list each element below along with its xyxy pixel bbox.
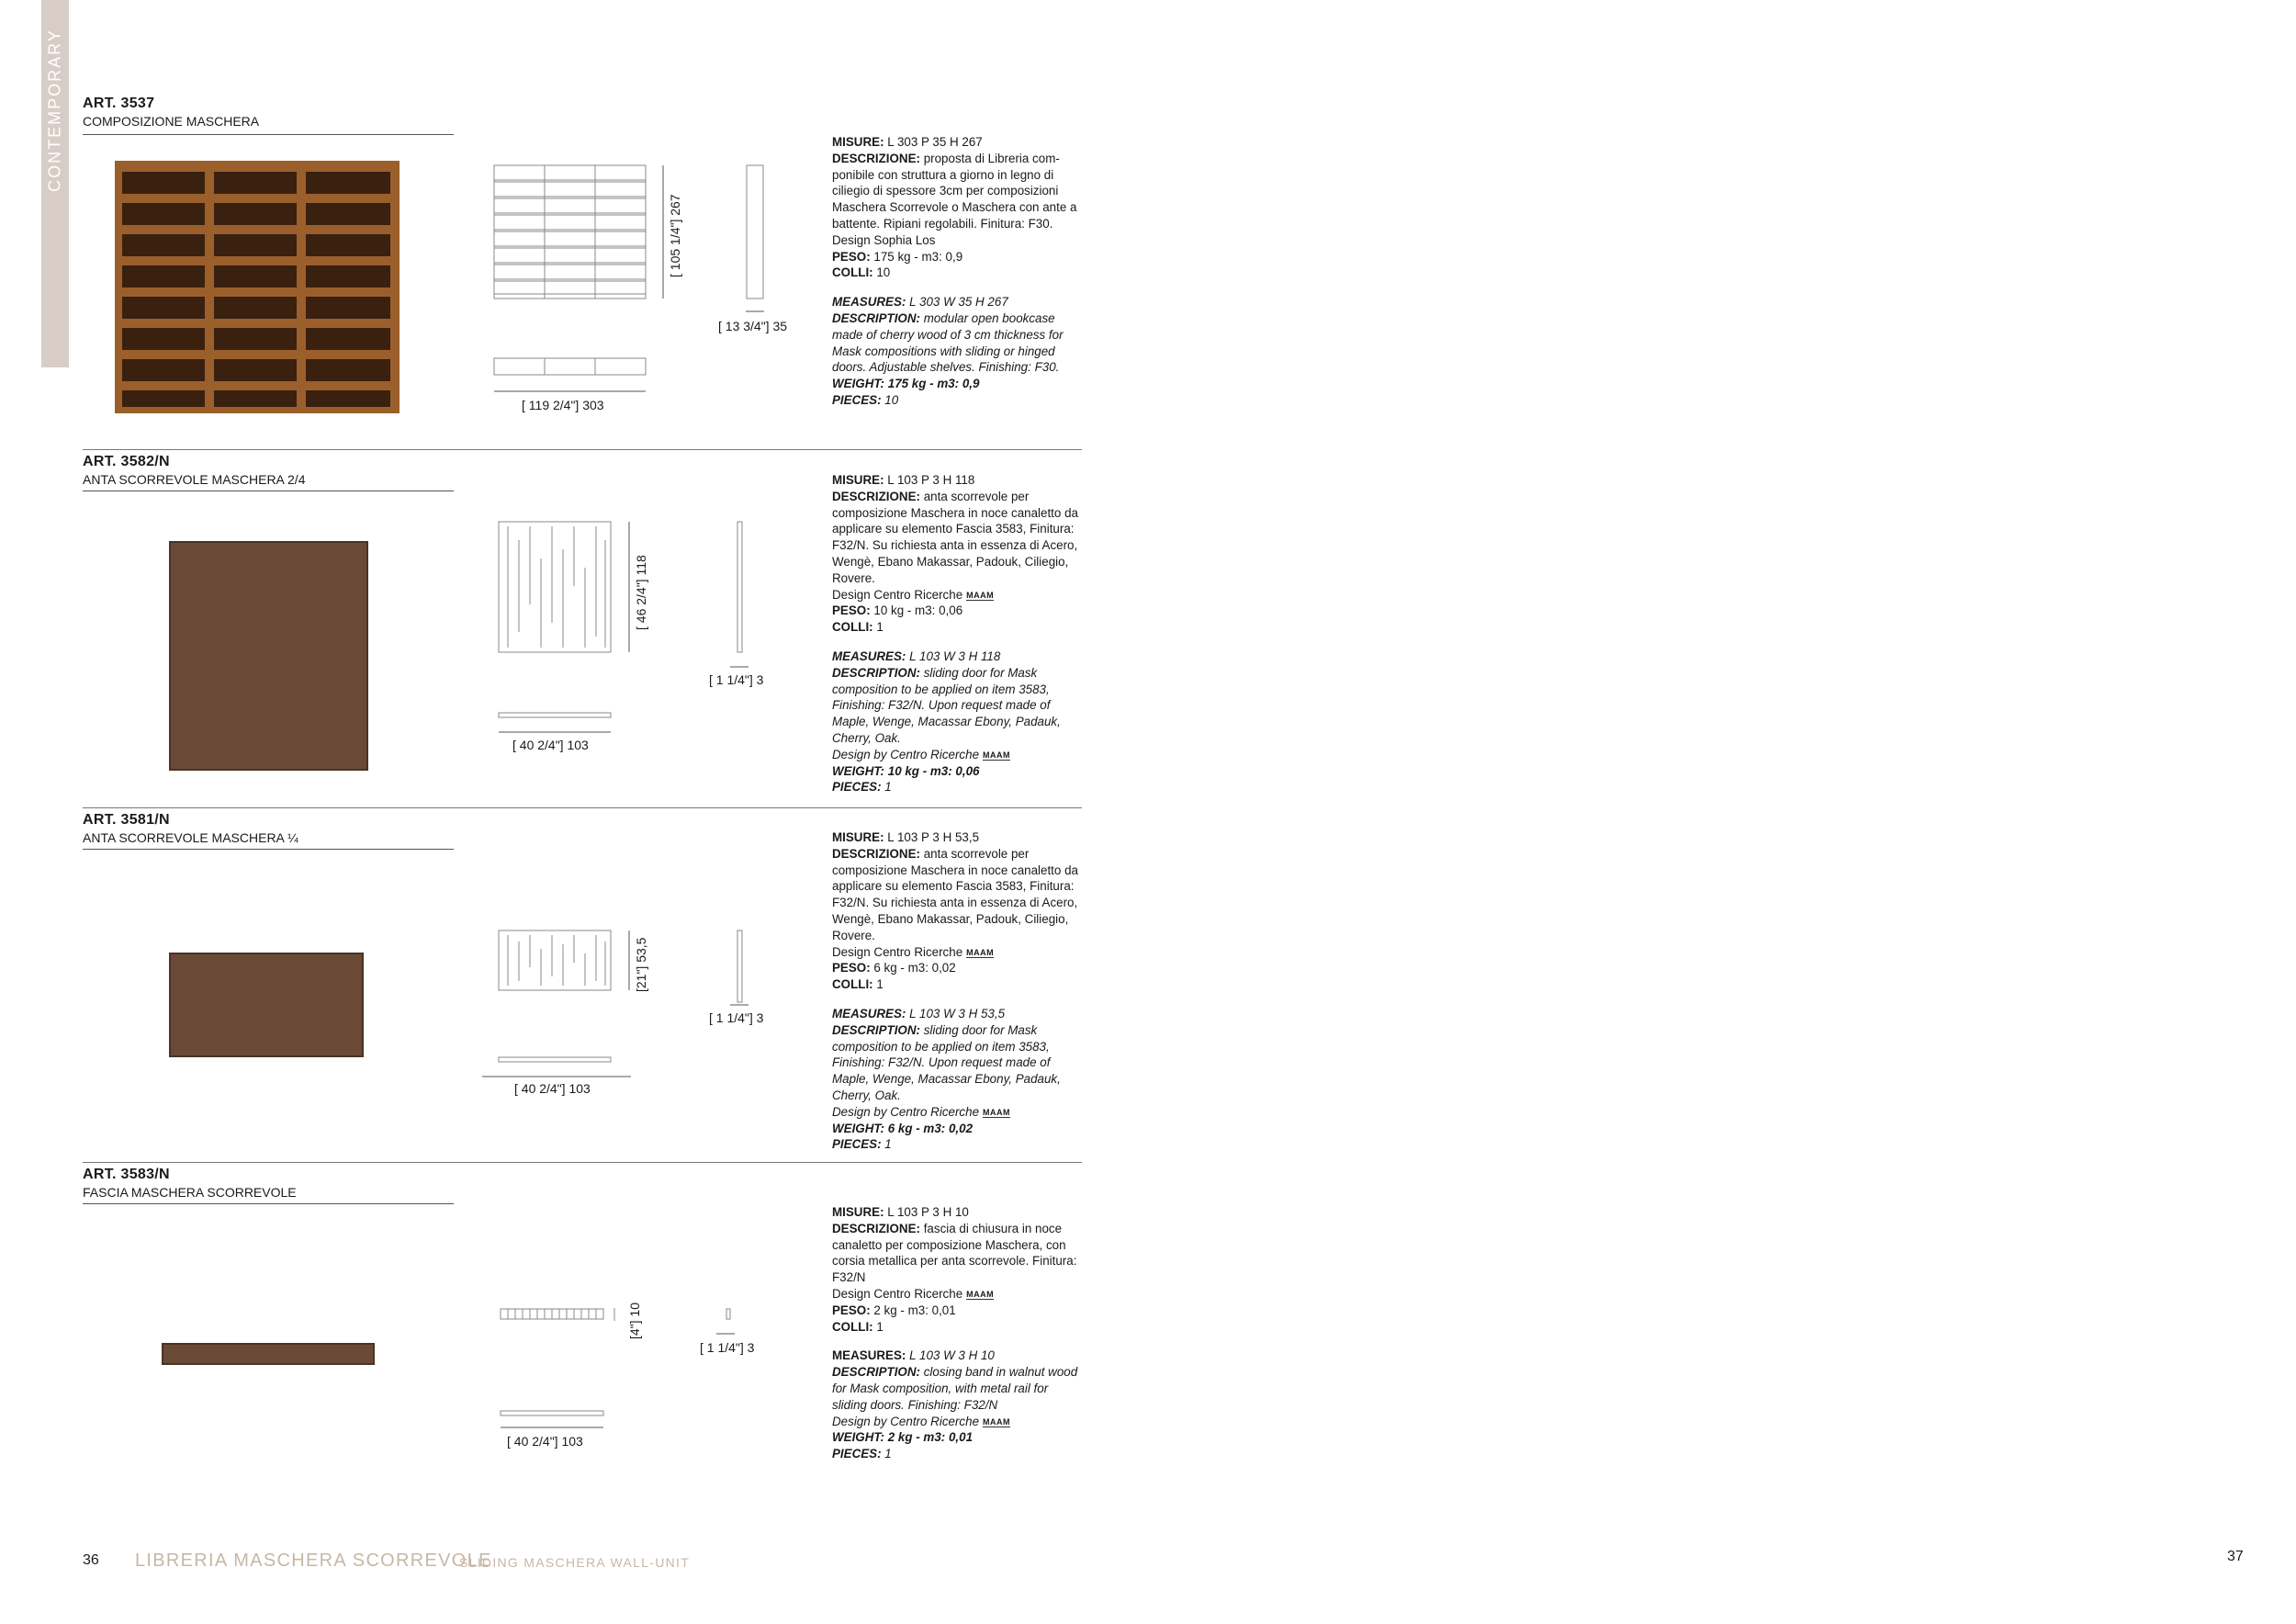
- description-label: DESCRIPTION:: [832, 665, 920, 680]
- colli-label: COLLI:: [832, 1319, 873, 1334]
- product-3-dim-height: [21"] 53,5: [634, 937, 648, 992]
- description-label: DESCRIPTION:: [832, 310, 920, 325]
- design-credit-en: Design by Centro Ricerche: [832, 1414, 980, 1428]
- product-2-width-line: [499, 731, 613, 735]
- description-label: DESCRIPTION:: [832, 1022, 920, 1037]
- design-credit: Design Centro Ricerche: [832, 944, 963, 959]
- misure-label: MISURE:: [832, 1205, 884, 1219]
- product-1-width-line: [494, 390, 650, 394]
- measures-label: MEASURES:: [832, 295, 906, 310]
- product-4-width-line: [501, 1427, 606, 1430]
- product-2-dim-width: [ 40 2/4"] 103: [512, 738, 589, 752]
- product-4-depth-line: [716, 1333, 737, 1336]
- product-4-side-drawing: [726, 1308, 733, 1323]
- descrizione-text: fascia di chiusura in noce canaletto per composizione Maschera, con corsia metallica per anta scorrevole. Finitura: F32/N: [832, 1221, 1077, 1285]
- descrizione-text: proposta di Libreria com-ponibile con struttura a giorno in legno di ciliegio di spessore 3cm per composizioni Maschera Scorrevole o Maschera con ante a battente. Ripiani regolabili. Finitura: F30.: [832, 151, 1077, 231]
- peso-label: PESO:: [832, 1303, 871, 1317]
- product-1-name: COMPOSIZIONE MASCHERA: [83, 114, 260, 129]
- measures-value: L 303 W 35 H 267: [906, 295, 1008, 310]
- maam-logo: MAAM: [966, 590, 995, 600]
- colli-value: 1: [872, 1319, 884, 1334]
- product-1-title-rule: [83, 134, 454, 135]
- footer-title: LIBRERIA MASCHERA SCORREVOLE: [135, 1551, 492, 1571]
- product-3-depth-line: [730, 1004, 750, 1008]
- section-tab: [41, 0, 69, 367]
- product-4-dim-width: [ 40 2/4"] 103: [507, 1434, 583, 1449]
- product-4-specs: [832, 1204, 1082, 1462]
- product-1-article-number: ART. 3537: [83, 96, 155, 111]
- peso-value: 175 kg - m3: 0,9: [870, 249, 963, 264]
- maam-logo: MAAM: [966, 1289, 995, 1299]
- colli-value: 1: [872, 620, 884, 635]
- description-text: sliding door for Mask composition to be applied on item 3583, Finishing: F32/N. Upon request made of Maple, Wenge, Macassar Ebony, Padauk, Cherry, Oak.: [832, 665, 1061, 745]
- pieces-label: PIECES:: [832, 392, 882, 407]
- misure-value: L 103 P 3 H 53,5: [884, 830, 980, 844]
- footer-subtitle: SLIDING MASCHERA WALL-UNIT: [459, 1555, 691, 1570]
- product-3-name: ANTA SCORREVOLE MASCHERA ¼: [83, 830, 298, 845]
- colli-value: 1: [872, 977, 884, 992]
- pieces-label: PIECES:: [832, 1447, 882, 1461]
- weight-value: WEIGHT: 2 kg - m3: 0,01: [832, 1430, 974, 1445]
- measures-label: MEASURES:: [832, 648, 906, 663]
- descrizione-text: anta scorrevole per composizione Maschera in noce canaletto da applicare su elemento Fascia 3583, Finitura: F32/N. Su richiesta anta in essenza di Acero, Wengè, Ebano Makassar, Padouk, Ciliegio, Rovere.: [832, 846, 1078, 942]
- description-text: sliding door for Mask composition to be applied on item 3583, Finishing: F32/N. Upon request made of Maple, Wenge, Macassar Ebony, Padauk, Cherry, Oak.: [832, 1022, 1061, 1102]
- product-1-specs: [832, 134, 1082, 409]
- page-number-right: 37: [2227, 1549, 2244, 1564]
- measures-value: L 103 W 3 H 118: [906, 648, 1001, 663]
- peso-value: 6 kg - m3: 0,02: [870, 961, 956, 976]
- pieces-value: 1: [881, 1137, 892, 1152]
- product-4-article-number: ART. 3583/N: [83, 1167, 170, 1182]
- weight-value: WEIGHT: 175 kg - m3: 0,9: [832, 377, 980, 391]
- descrizione-label: DESCRIZIONE:: [832, 846, 920, 861]
- product-4-front-drawing: [501, 1308, 620, 1323]
- product-1-top-drawing: [494, 358, 650, 377]
- descrizione-text: anta scorrevole per composizione Maschera in noce canaletto da applicare su elemento Fascia 3583, Finitura: F32/N. Su richiesta anta in essenza di Acero, Wengè, Ebano Makassar, Padouk, Ciliegio, Rovere.: [832, 489, 1078, 585]
- product-2-height-line: [628, 522, 632, 655]
- product-4-top-drawing: [501, 1410, 606, 1417]
- product-3-dim-depth: [ 1 1/4"] 3: [709, 1010, 764, 1025]
- product-3-width-line: [482, 1076, 634, 1079]
- misure-label: MISURE:: [832, 830, 884, 844]
- description-text: modular open bookcase made of cherry wood of 3 cm thickness for Mask compositions with sliding or hinged doors. Adjustable shelves. Finishing: F30.: [832, 310, 1064, 375]
- product-2-front-drawing: [499, 522, 613, 655]
- section-tab-label: CONTEMPORARY: [45, 28, 64, 192]
- product-3-dim-width: [ 40 2/4"] 103: [514, 1081, 591, 1096]
- product-3-photo: [170, 953, 363, 1056]
- product-2-side-drawing: [737, 522, 744, 655]
- descrizione-label: DESCRIZIONE:: [832, 489, 920, 503]
- colli-label: COLLI:: [832, 265, 873, 280]
- product-3-top-drawing: [499, 1056, 613, 1064]
- descrizione-label: DESCRIZIONE:: [832, 1221, 920, 1235]
- product-1-dim-width: [ 119 2/4"] 303: [522, 398, 604, 412]
- section-divider-1: [83, 449, 1082, 450]
- product-2-depth-line: [730, 666, 750, 670]
- product-1-side-drawing: [746, 165, 766, 301]
- description-label: DESCRIPTION:: [832, 1365, 920, 1380]
- product-3-article-number: ART. 3581/N: [83, 812, 170, 828]
- product-4-title-rule: [83, 1203, 454, 1204]
- misure-label: MISURE:: [832, 135, 884, 149]
- maam-logo: MAAM: [983, 750, 1011, 760]
- weight-value: WEIGHT: 10 kg - m3: 0,06: [832, 763, 980, 778]
- pieces-value: 1: [881, 780, 892, 795]
- section-divider-3: [83, 1162, 1082, 1163]
- product-3-front-drawing: [499, 930, 613, 993]
- product-4-dim-height: [4"] 10: [627, 1303, 642, 1339]
- product-1-depth-line: [746, 310, 766, 314]
- descrizione-label: DESCRIZIONE:: [832, 151, 920, 165]
- maam-logo: MAAM: [983, 1107, 1011, 1117]
- pieces-label: PIECES:: [832, 1137, 882, 1152]
- peso-value: 10 kg - m3: 0,06: [870, 603, 963, 618]
- peso-value: 2 kg - m3: 0,01: [870, 1303, 956, 1317]
- design-credit-en: Design by Centro Ricerche: [832, 1104, 980, 1119]
- measures-value: L 103 W 3 H 10: [906, 1348, 995, 1363]
- design-credit: Design Sophia Los: [832, 232, 936, 247]
- product-3-height-line: [628, 930, 632, 993]
- product-2-top-drawing: [499, 712, 613, 719]
- product-3-title-rule: [83, 849, 454, 850]
- peso-label: PESO:: [832, 603, 871, 618]
- maam-logo: MAAM: [966, 947, 995, 957]
- misure-value: L 103 P 3 H 118: [884, 473, 975, 487]
- product-1-dim-height: [ 105 1/4"] 267: [668, 194, 682, 277]
- misure-value: L 303 P 35 H 267: [884, 135, 983, 149]
- colli-value: 10: [872, 265, 891, 280]
- product-3-side-drawing: [737, 930, 744, 1004]
- pieces-value: 10: [881, 392, 899, 407]
- misure-label: MISURE:: [832, 473, 884, 487]
- pieces-label: PIECES:: [832, 780, 882, 795]
- measures-value: L 103 W 3 H 53,5: [906, 1006, 1006, 1021]
- design-credit: Design Centro Ricerche: [832, 1286, 963, 1301]
- product-4-name: FASCIA MASCHERA SCORREVOLE: [83, 1185, 297, 1200]
- product-1-photo: [115, 161, 400, 413]
- measures-label: MEASURES:: [832, 1006, 906, 1021]
- colli-label: COLLI:: [832, 977, 873, 992]
- measures-label: MEASURES:: [832, 1348, 906, 1363]
- colli-label: COLLI:: [832, 620, 873, 635]
- design-credit-en: Design by Centro Ricerche: [832, 747, 980, 761]
- page-number-left: 36: [83, 1552, 99, 1568]
- product-1-dim-depth: [ 13 3/4"] 35: [718, 319, 788, 333]
- peso-label: PESO:: [832, 249, 871, 264]
- product-2-name: ANTA SCORREVOLE MASCHERA 2/4: [83, 472, 306, 487]
- product-4-dim-depth: [ 1 1/4"] 3: [700, 1340, 755, 1355]
- misure-value: L 103 P 3 H 10: [884, 1205, 969, 1219]
- pieces-value: 1: [881, 1447, 892, 1461]
- maam-logo: MAAM: [983, 1416, 1011, 1427]
- product-3-specs: [832, 829, 1082, 1153]
- product-2-photo: [170, 542, 367, 770]
- product-2-specs: [832, 472, 1082, 795]
- weight-value: WEIGHT: 6 kg - m3: 0,02: [832, 1121, 974, 1135]
- product-2-dim-depth: [ 1 1/4"] 3: [709, 672, 764, 687]
- design-credit: Design Centro Ricerche: [832, 587, 963, 602]
- product-2-article-number: ART. 3582/N: [83, 454, 170, 469]
- peso-label: PESO:: [832, 961, 871, 976]
- section-divider-2: [83, 807, 1082, 808]
- description-text: closing band in walnut wood for Mask composition, with metal rail for sliding doors. Finishing: F32/N: [832, 1365, 1078, 1412]
- product-1-front-drawing: [494, 165, 650, 301]
- product-2-dim-height: [ 46 2/4"] 118: [634, 555, 648, 630]
- product-1-height-line: [662, 165, 666, 301]
- product-4-photo: [163, 1344, 374, 1364]
